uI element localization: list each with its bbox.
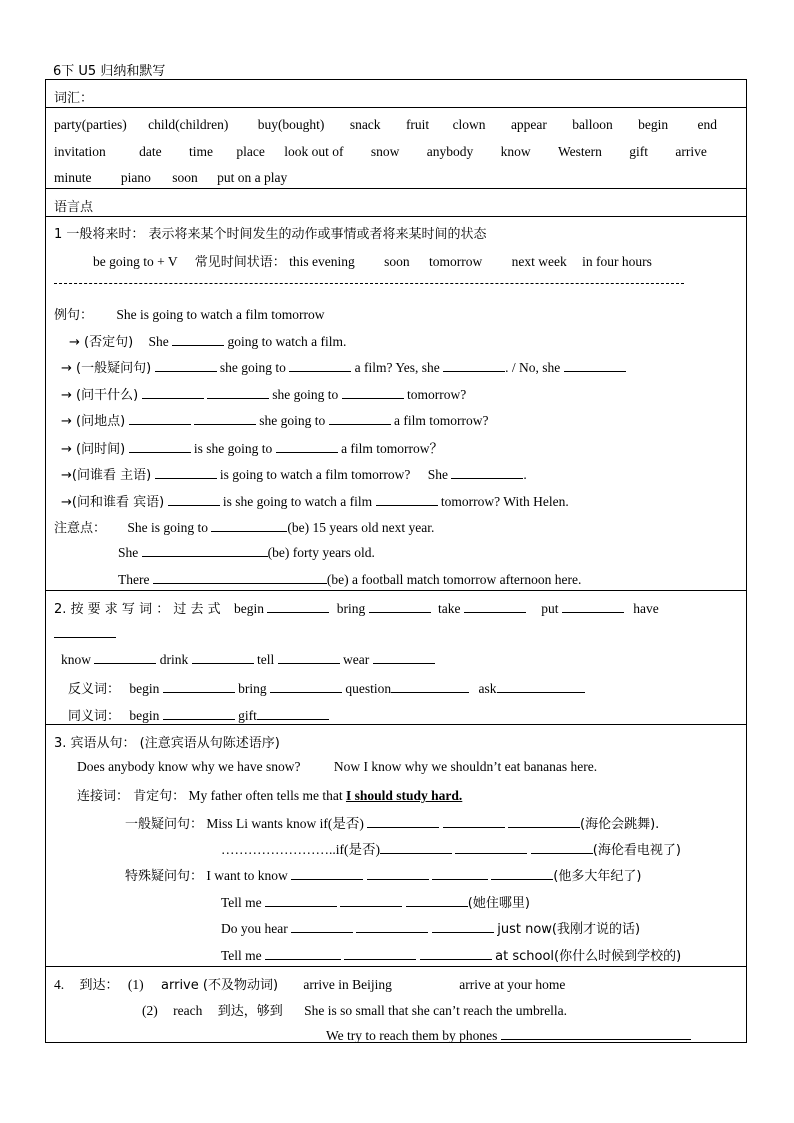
blank[interactable] <box>155 359 217 372</box>
blank[interactable] <box>163 680 235 693</box>
row-divider <box>46 216 746 217</box>
vocab-word: invitation <box>54 144 106 159</box>
time-word: this evening <box>289 254 355 269</box>
section-2-heading: 2. 按 要 求 写 词 ： 过 去 式 <box>54 602 221 617</box>
row-divider <box>46 724 746 725</box>
reach-line: (2) reach 到达，够到 She is so small that she can’t reach the umbrella. <box>142 1003 568 1019</box>
blank[interactable] <box>451 466 523 479</box>
blank[interactable] <box>432 920 494 933</box>
arrive-line: 4. 到达： (1) arrive (不及物动词) arrive in Beijing arrive at your home <box>54 977 566 993</box>
yes-no-question-line: → (一般疑问句) she going to a film? Yes, she . / No, she <box>61 357 626 376</box>
vocab-row-3 <box>54 170 287 186</box>
vocab-word: soon <box>172 170 198 185</box>
time-word: tomorrow <box>429 254 483 269</box>
where-question-line: → (问地点) she going to a film tomorrow? <box>61 413 489 429</box>
yes-no-clause-line-2: ……………………..if(是否) (海伦看电视了) <box>221 842 681 858</box>
wh-clause-line-3: Do you hear just now(我刚才说的话) <box>221 921 641 937</box>
vocab-word: piano <box>120 170 151 185</box>
blank[interactable] <box>380 841 452 854</box>
vocab-word: time <box>189 144 213 159</box>
antonym-line: 反义词： begin bring question ask <box>68 678 585 697</box>
blank[interactable] <box>501 1027 691 1040</box>
blank[interactable] <box>207 386 269 399</box>
conjunction-line: 连接词： 肯定句： My father often tells me that I should study hard. <box>77 788 463 804</box>
blank[interactable] <box>153 571 327 584</box>
whom-question-line: →(问和谁看 宾语) is she going to watch a film tomorrow? With Helen. <box>61 494 569 510</box>
page-title: 6下 U5 归纳和默写 <box>53 64 166 79</box>
wh-clause-line-1: 特殊疑问句： I want to know (他多大年纪了) <box>125 868 642 884</box>
blank[interactable] <box>432 867 488 880</box>
blank[interactable] <box>257 707 329 720</box>
blank[interactable] <box>265 894 337 907</box>
section-3-heading: 3. 宾语从句： (注意宾语从句陈述语序) <box>54 736 280 751</box>
vocab-header: 词汇： <box>54 91 94 106</box>
row-divider <box>46 107 746 108</box>
blank[interactable] <box>54 625 116 638</box>
blank[interactable] <box>406 894 468 907</box>
blank[interactable] <box>464 600 526 613</box>
who-question-line: →(问谁看 主语) is going to watch a film tomorrow? She . <box>61 467 527 483</box>
blank[interactable] <box>356 920 428 933</box>
vocab-word: Western <box>558 144 602 159</box>
blank[interactable] <box>531 841 593 854</box>
blank[interactable] <box>340 894 402 907</box>
vocab-word: party(parties) <box>54 117 127 132</box>
blank[interactable] <box>192 651 254 664</box>
vocab-word: put on a play <box>217 170 288 185</box>
blank[interactable] <box>443 359 505 372</box>
blank[interactable] <box>443 815 505 828</box>
vocab-word: child(children) <box>148 117 229 132</box>
synonym-line: 同义词： begin gift <box>68 705 329 724</box>
blank[interactable] <box>129 412 191 425</box>
blank[interactable] <box>289 359 351 372</box>
example-label: 例句： <box>54 308 94 323</box>
wh-clause-line-2: Tell me (她住哪里) <box>221 895 530 911</box>
note-label: 注意点： <box>54 521 107 536</box>
vocab-word: look out of <box>284 144 344 159</box>
vocab-word: end <box>697 117 718 132</box>
blank[interactable] <box>267 600 329 613</box>
blank[interactable] <box>155 466 217 479</box>
example-line <box>54 304 325 323</box>
past-tense-line-2: know drink tell wear <box>61 651 435 668</box>
vocab-word: clown <box>452 117 486 132</box>
row-divider <box>46 188 746 189</box>
blank[interactable] <box>291 920 353 933</box>
dashed-divider <box>54 283 684 284</box>
wh-clause-line-4: Tell me at school(你什么时候到学校的) <box>221 948 682 964</box>
vocab-word: anybody <box>426 144 474 159</box>
note-line-1: 注意点： She is going to (be) 15 years old next year. <box>54 520 435 536</box>
example-sentence: She is going to watch a film tomorrow <box>116 307 325 322</box>
reach-phone-line: We try to reach them by phones <box>326 1027 691 1044</box>
blank[interactable] <box>142 544 268 557</box>
row-divider <box>46 590 746 591</box>
blank[interactable] <box>329 412 391 425</box>
blank[interactable] <box>508 815 580 828</box>
vocab-word: snack <box>349 117 381 132</box>
blank[interactable] <box>276 440 338 453</box>
blank[interactable] <box>265 947 341 960</box>
formula: be going to + V <box>93 254 178 269</box>
vocab-word: gift <box>629 144 649 159</box>
vocab-word: buy(bought) <box>257 117 325 132</box>
blank[interactable] <box>367 867 429 880</box>
vocab-word: fruit <box>405 117 430 132</box>
blank[interactable] <box>172 333 224 346</box>
row-divider <box>46 966 746 967</box>
vocab-word: know <box>500 144 531 159</box>
vocab-row-1 <box>54 117 717 133</box>
blank[interactable] <box>291 867 363 880</box>
blank[interactable] <box>163 707 235 720</box>
blank[interactable] <box>420 947 492 960</box>
time-word: next week <box>511 254 567 269</box>
blank[interactable] <box>367 815 439 828</box>
blank[interactable] <box>142 386 204 399</box>
note-line-2: She (be) forty years old. <box>118 545 375 560</box>
blank[interactable] <box>211 519 287 532</box>
yes-no-clause-line-1: 一般疑问句： Miss Li wants know if(是否) (海伦会跳舞). <box>125 816 660 832</box>
points-header: 语言点 <box>54 200 94 215</box>
vocab-word: balloon <box>572 117 613 132</box>
vocab-word: appear <box>510 117 547 132</box>
object-clause-examples: Does anybody know why we have snow? Now I know why we shouldn’t eat bananas here. <box>77 759 598 774</box>
time-word: soon <box>384 254 410 269</box>
blank[interactable] <box>369 600 431 613</box>
blank[interactable] <box>342 386 404 399</box>
when-question-line: → (问时间) is she going to a film tomorrow？ <box>61 441 444 457</box>
blank[interactable] <box>562 600 624 613</box>
blank[interactable] <box>129 440 191 453</box>
vocab-word: arrive <box>675 144 707 159</box>
vocab-word: snow <box>370 144 400 159</box>
future-tense-formula <box>93 251 652 270</box>
blank[interactable] <box>278 651 340 664</box>
negative-line: → (否定句) She going to watch a film. <box>69 334 347 350</box>
blank[interactable] <box>194 412 256 425</box>
blank[interactable] <box>497 680 585 693</box>
vocab-word: date <box>139 144 162 159</box>
blank[interactable] <box>270 680 342 693</box>
blank[interactable] <box>455 841 527 854</box>
time-label: 常见时间状语： <box>194 255 286 270</box>
vocab-word: minute <box>54 170 92 185</box>
vocab-word: place <box>236 144 265 159</box>
blank[interactable] <box>491 867 553 880</box>
worksheet-table <box>45 79 747 1043</box>
past-tense-line: 2. 按 要 求 写 词 ： 过 去 式 begin bring take put have <box>54 601 659 617</box>
section-1-heading: 1 一般将来时： 表示将来某个时间发生的动作或事情或者将来某时间的状态 <box>54 227 487 242</box>
blank[interactable] <box>94 651 156 664</box>
blank[interactable] <box>344 947 416 960</box>
blank[interactable] <box>376 493 438 506</box>
blank[interactable] <box>168 493 220 506</box>
blank[interactable] <box>373 651 435 664</box>
what-question-line: → (问干什么) she going to tomorrow? <box>61 387 467 403</box>
time-word: in four hours <box>582 254 652 269</box>
vocab-word: begin <box>638 117 669 132</box>
blank-row <box>54 625 116 642</box>
blank[interactable] <box>564 359 626 372</box>
blank[interactable] <box>391 680 469 693</box>
note-line-3: There (be) a football match tomorrow afternoon here. <box>118 572 582 587</box>
vocab-row-2 <box>54 144 707 160</box>
